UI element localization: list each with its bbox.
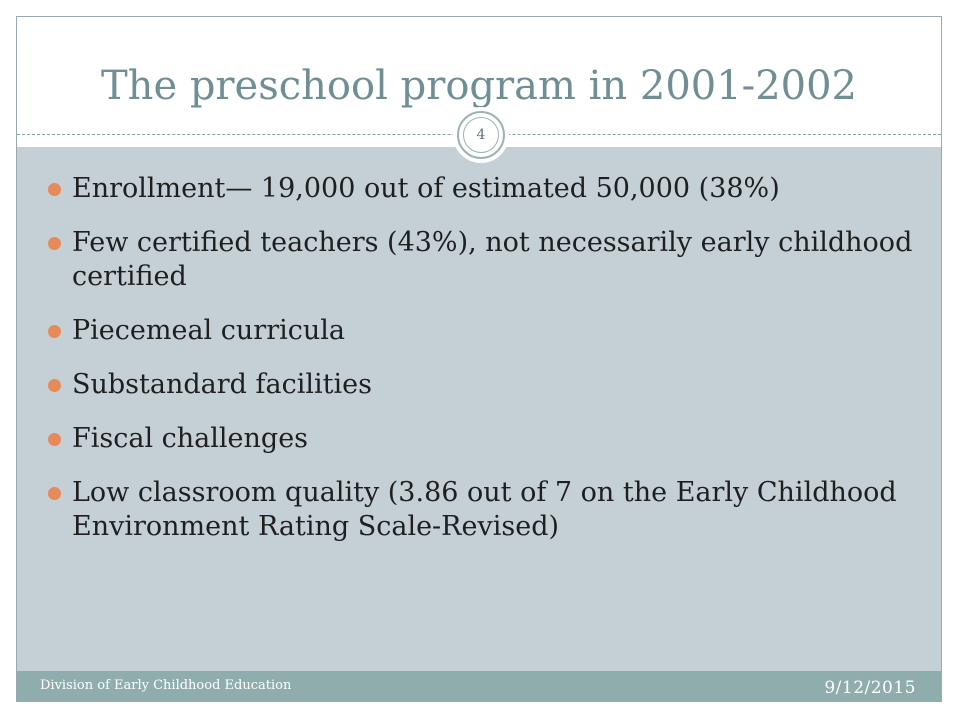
bullet-item <box>42 314 922 348</box>
bullet-item <box>42 476 922 544</box>
bullet-text: Fiscal challenges <box>72 423 309 454</box>
bullet-item <box>42 422 922 456</box>
bullet-item <box>42 368 922 402</box>
bullet-item <box>42 172 922 206</box>
bullet-icon <box>48 237 61 250</box>
bullet-text: Enrollment— 19,000 out of estimated 50,000 (38%) <box>72 173 780 204</box>
bullet-text: Substandard facilities <box>72 369 372 400</box>
bullet-text: Low classroom quality (3.86 out of 7 on the Early Childhood Environment Rating Scale-Revised) <box>72 477 897 542</box>
bullet-list <box>42 172 922 564</box>
slide-number-badge <box>457 111 505 159</box>
bullet-icon <box>48 487 61 500</box>
bullet-item <box>42 226 922 294</box>
bullet-icon <box>48 183 61 196</box>
bullet-text: Piecemeal curricula <box>72 315 345 346</box>
slide-number: 4 <box>463 117 499 153</box>
bullet-icon <box>48 325 61 338</box>
footer-organization: Division of Early Childhood Education <box>40 678 292 693</box>
bullet-text: Few certified teachers (43%), not necessarily early childhood certified <box>72 227 913 292</box>
bullet-icon <box>48 379 61 392</box>
footer-date: 9/12/2015 <box>824 678 916 698</box>
bullet-icon <box>48 433 61 446</box>
slide-title: The preschool program in 2001-2002 <box>101 63 857 109</box>
